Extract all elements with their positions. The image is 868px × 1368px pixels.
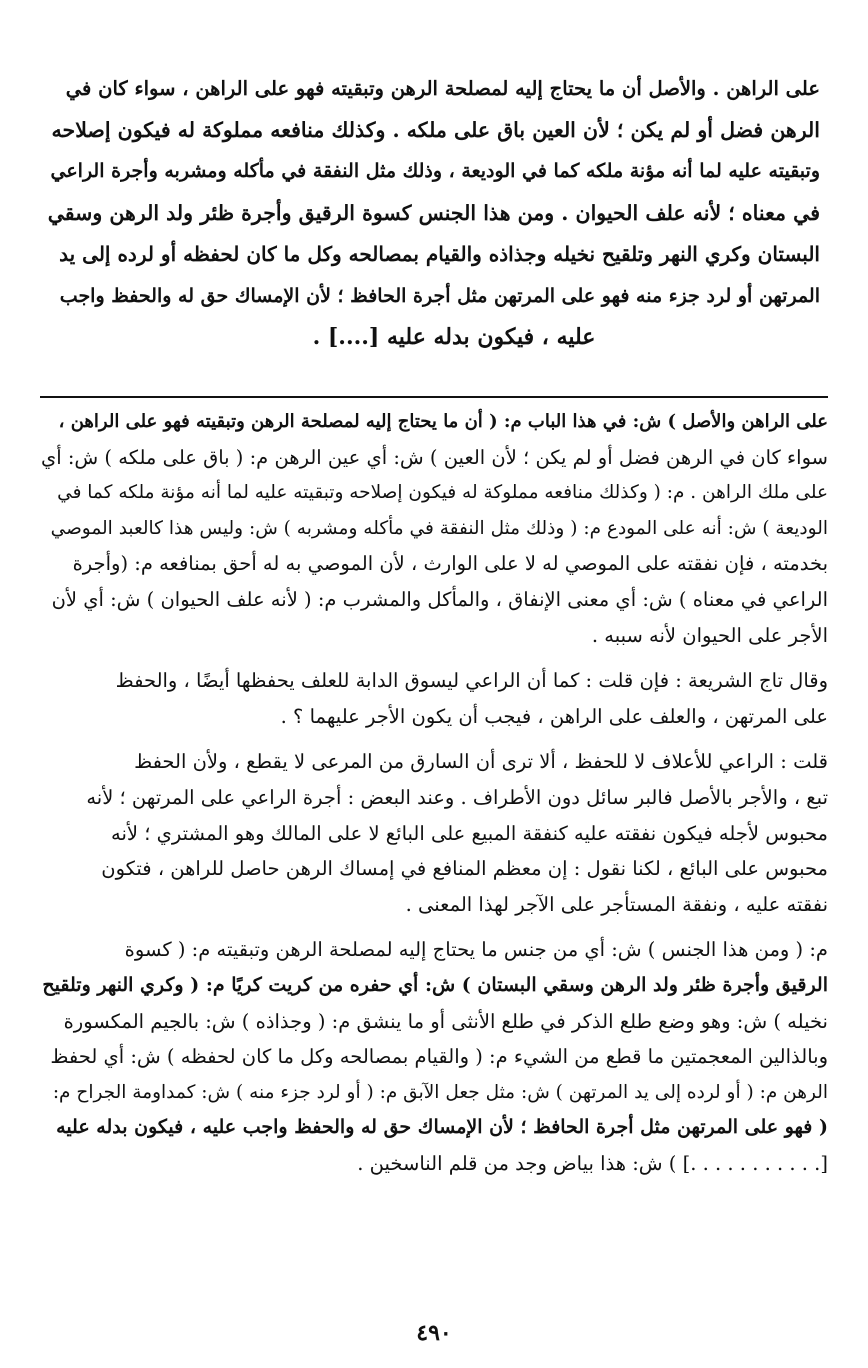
main-text-line: وتبقيته عليه لما أنه مؤنة ملكه كما في الوديعة ، وذلك مثل النفقة في مأكله ومشربه وأجرة الراعي (50, 160, 820, 182)
commentary-line: سواء كان في الرهن فضل أو لم يكن ؛ لأن العين ) ش: أي عين الرهن م: ( باق على ملكه ) ش: أي (40, 445, 828, 469)
commentary-line: على المرتهن ، والعلف على الراهن ، فيجب أن يكون الأجر عليهما ؟ . (280, 704, 828, 728)
commentary-line: نخيله ) ش: وهو وضع طلع الذكر في طلع الأنثى أو ما ينشق م: ( وجذاذه ) ش: بالجيم المكسورة (63, 1009, 828, 1033)
commentary-line: [. . . . . . . . . . .] ) ش: هذا بياض وجد من قلم الناسخين . (357, 1151, 828, 1175)
commentary-line: قلت : الراعي للأعلاف لا للحفظ ، ألا ترى أن السارق من المرعى لا يقطع ، ولأن الحفظ (134, 750, 828, 774)
commentary-line: وقال تاج الشريعة : فإن قلت : كما أن الراعي ليسوق الدابة للعلف يحفظها أيضًا ، والحفظ (115, 669, 828, 693)
commentary-line: ( فهو على المرتهن مثل أجرة الحافظ ؛ لأن الإمساك حق له والحفظ واجب عليه ، فيكون بدله عليه (56, 1116, 828, 1139)
main-text-line: عليه ، فيكون بدله عليه [....] . (312, 324, 596, 350)
commentary-text (40, 398, 828, 1191)
commentary-line: الوديعة ) ش: أنه على المودع م: ( وذلك مثل النفقة في مأكله ومشربه ) ش: وليس هذا كالعبد الموصي (50, 517, 828, 539)
main-text-line: في معناه ؛ لأنه علف الحيوان . ومن هذا الجنس كسوة الرقيق وأجرة ظئر ولد الرهن وسقي (47, 200, 820, 225)
commentary-paragraph (40, 404, 828, 653)
commentary-line: الرقيق وأجرة ظئر ولد الرهن وسقي البستان ) ش: أي حفره من كريت كريًا م: ( وكري النهر وتلقيح (42, 973, 828, 996)
commentary-line: الراعي في معناه ) ش: أي معنى الإنفاق ، والمأكل والمشرب م: ( لأنه علف الحيوان ) ش: أي لأن (51, 587, 828, 611)
commentary-line: الأجر على الحيوان لأنه سببه . (591, 623, 828, 647)
commentary-line: م: ( ومن هذا الجنس ) ش: أي من جنس ما يحتاج إليه لمصلحة الرهن وتبقيته م: ( كسوة (124, 938, 828, 962)
main-text-line: على الراهن . والأصل أن ما يحتاج إليه لمصلحة الرهن وتبقيته فهو على الراهن ، سواء كان في (65, 77, 820, 100)
main-text-line: البستان وكري النهر وتلقيح نخيله وجذاذه والقيام بمصالحه وكل ما كان لحفظه أو لرده إلى يد (59, 242, 820, 266)
commentary-line: محبوس لأجله فيكون نفقته عليه كنفقة المبيع على البائع لا على المالك وهو المشتري ؛ لأنه (111, 821, 828, 845)
main-text (48, 68, 820, 359)
commentary-line: نفقته عليه ، ونفقة المستأجر على الآجر لهذا المعنى . (405, 892, 828, 916)
commentary-paragraph (40, 744, 828, 922)
commentary-paragraph (40, 663, 828, 734)
commentary-paragraph (40, 932, 828, 1181)
commentary-line: محبوس على البائع ، لكنا نقول : إن معظم المنافع في إمساك الرهن حاصل للراهن ، فتكون (101, 857, 828, 881)
main-text-line: الرهن فضل أو لم يكن ؛ لأن العين باق على ملكه . وكذلك منافعه مملوكة له فيكون إصلاحه (51, 117, 820, 142)
commentary-line: على الراهن والأصل ) ش: في هذا الباب م: ( أن ما يحتاج إليه لمصلحة الرهن وتبقيته فهو على الراهن ، (58, 411, 828, 432)
main-text-line: المرتهن أو لرد جزء منه فهو على المرتهن مثل أجرة الحافظ ؛ لأن الإمساك حق له والحفظ واجب (59, 284, 820, 307)
commentary-line: تبع ، والأجر بالأصل فالبر سائل دون الأطراف . وعند البعض : أجرة الراعي على المرتهن ؛ لأنه (86, 785, 828, 809)
commentary-line: بخدمته ، فإن نفقته على الموصي له لا على الوارث ، لأن الموصي به له أحق بمنافعه م: (وأجرة (72, 552, 828, 576)
commentary-line: وبالذالين المعجمتين ما قطع من الشيء م: ( والقيام بمصالحه وكل ما كان لحفظه ) ش: أي لحفظ (50, 1045, 828, 1069)
commentary-line: الرهن م: ( أو لرده إلى يد المرتهن ) ش: مثل جعل الآبق م: ( أو لرد جزء منه ) ش: كمداومة الجراح م: (52, 1081, 828, 1103)
commentary-line: على ملك الراهن . م: ( وكذلك منافعه مملوكة له فيكون إصلاحه وتبقيته عليه لما أنه مؤنة ملكه كما في (57, 482, 828, 504)
page-number: ٤٩٠ (416, 1320, 452, 1346)
